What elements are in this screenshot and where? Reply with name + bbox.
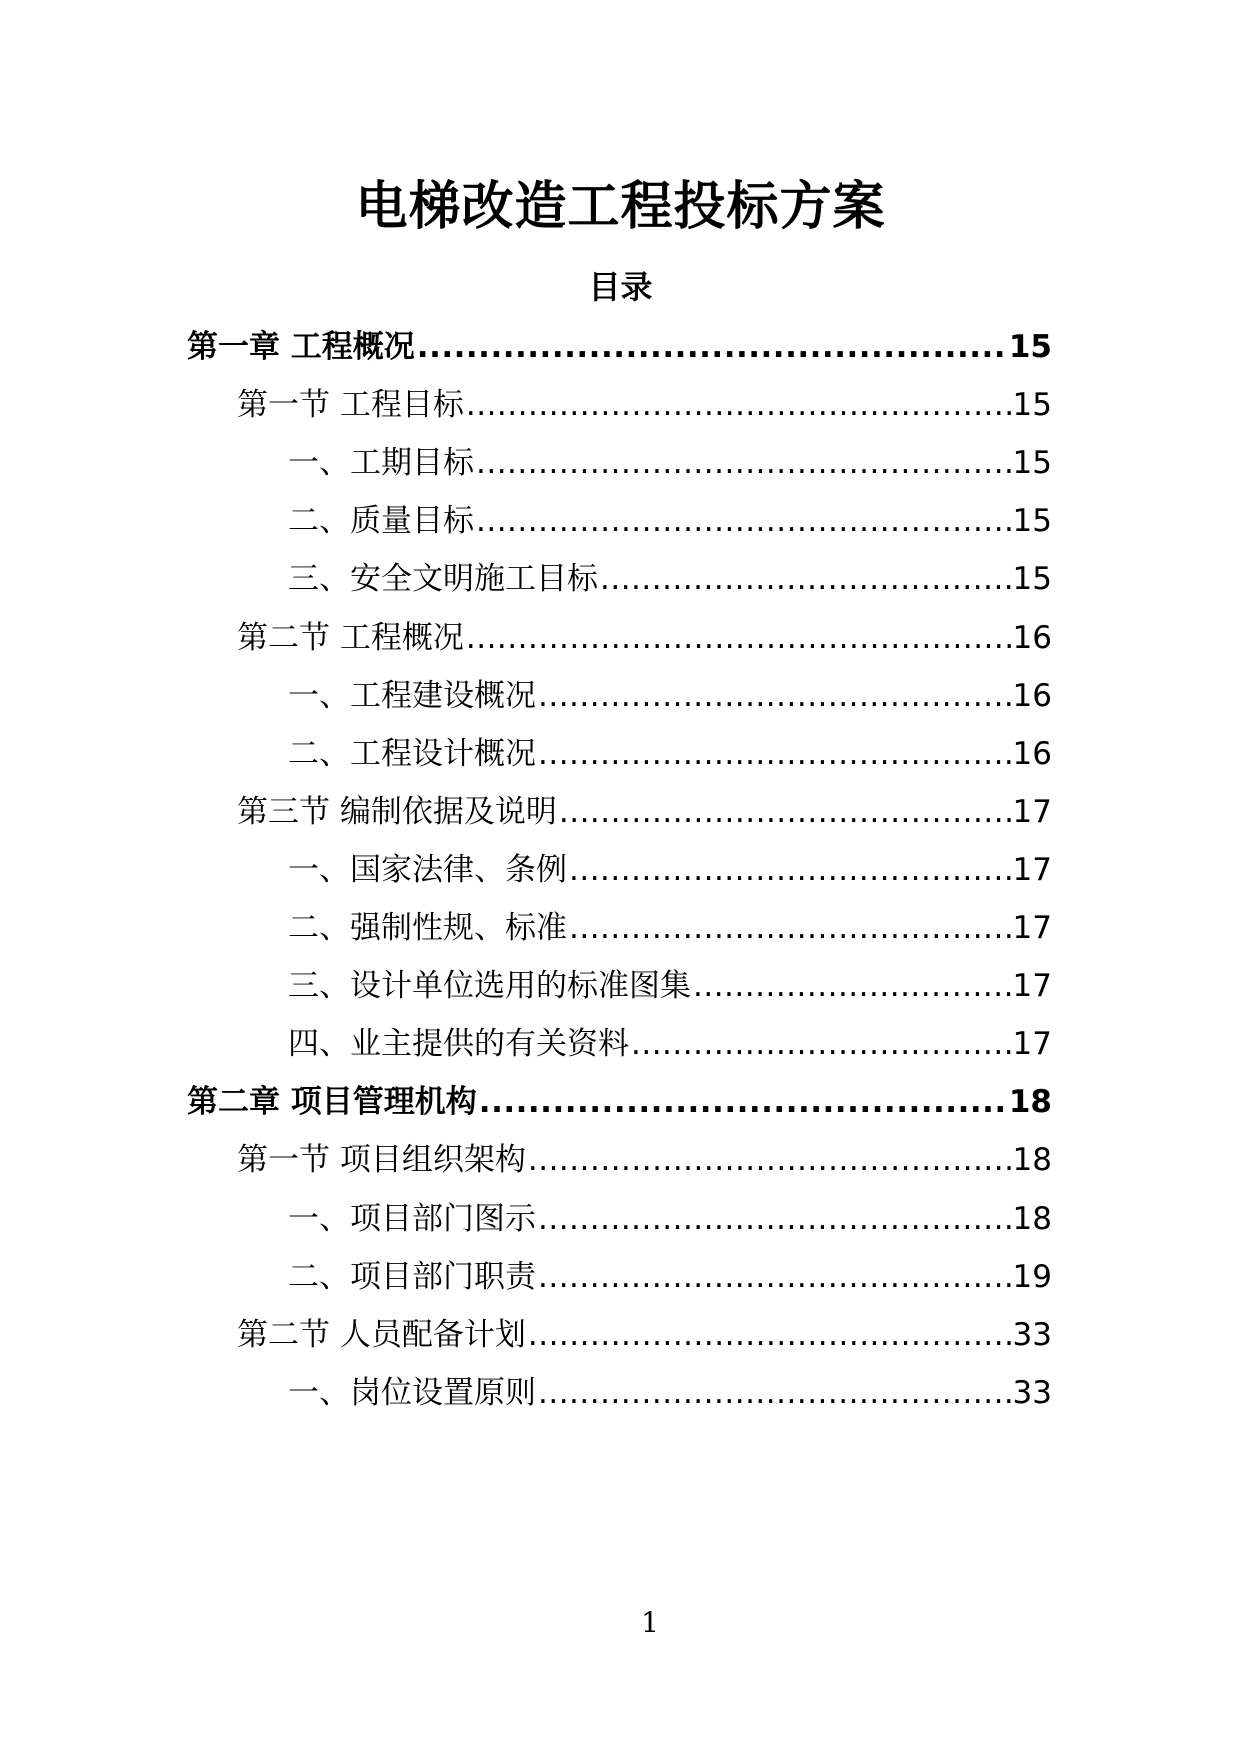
toc-entry-label: 二、工程设计概况 <box>288 735 536 772</box>
page-number: 1 <box>641 1606 659 1639</box>
toc-dot-leader <box>479 1078 1007 1126</box>
toc-entry[interactable] <box>288 846 1052 894</box>
toc-entry-label: 第二节 工程概况 <box>237 619 464 656</box>
toc-entry-label: 第二节 人员配备计划 <box>237 1316 526 1353</box>
toc-dot-leader <box>476 439 1011 487</box>
toc-entry-label: 三、安全文明施工目标 <box>288 561 598 598</box>
toc-entry-page: 16 <box>1012 735 1052 772</box>
toc-entry-page: 18 <box>1012 1142 1052 1179</box>
toc-entry-label: 一、工期目标 <box>288 445 474 482</box>
toc-dot-leader <box>693 962 1011 1010</box>
toc-entry-page: 33 <box>1012 1374 1052 1411</box>
toc-entry-page: 17 <box>1012 1026 1052 1063</box>
toc-entry-page: 17 <box>1012 851 1052 888</box>
toc-dot-leader <box>466 614 1011 662</box>
toc-dot-leader <box>538 1253 1011 1301</box>
document-title: 电梯改造工程投标方案 <box>355 177 886 237</box>
toc-entry[interactable] <box>237 1136 1052 1184</box>
toc-dot-leader <box>559 788 1011 836</box>
toc-entry[interactable] <box>187 323 1052 371</box>
toc-entry-label: 第二章 项目管理机构 <box>187 1084 477 1121</box>
toc-dot-leader <box>569 904 1011 952</box>
toc-entry[interactable] <box>288 555 1052 603</box>
toc-entry-page: 33 <box>1012 1316 1052 1353</box>
toc-dot-leader <box>631 1020 1011 1068</box>
toc-entry-page: 15 <box>1012 561 1052 598</box>
toc-dot-leader <box>417 323 1007 371</box>
toc-entry[interactable] <box>288 904 1052 952</box>
toc-dot-leader <box>538 672 1011 720</box>
toc-dot-leader <box>528 1311 1011 1359</box>
toc-entry[interactable] <box>288 1195 1052 1243</box>
toc-entry[interactable] <box>288 1253 1052 1301</box>
toc-dot-leader <box>538 1195 1011 1243</box>
toc-dot-leader <box>466 381 1011 429</box>
toc-entry[interactable] <box>237 1311 1052 1359</box>
toc-entry[interactable] <box>288 962 1052 1010</box>
toc-entry-label: 二、质量目标 <box>288 503 474 540</box>
toc-entry[interactable] <box>237 381 1052 429</box>
toc-entry-label: 三、设计单位选用的标准图集 <box>288 968 691 1005</box>
toc-entry-label: 二、强制性规、标准 <box>288 910 567 946</box>
toc-entry-page: 16 <box>1012 619 1052 656</box>
toc-dot-leader <box>538 1369 1011 1417</box>
toc-entry-page: 19 <box>1012 1258 1052 1295</box>
toc-entry[interactable] <box>288 439 1052 487</box>
toc-entry-label: 第三节 编制依据及说明 <box>237 793 557 830</box>
toc-entry-label: 四、业主提供的有关资料 <box>288 1026 629 1063</box>
toc-entry-page: 15 <box>1008 329 1052 365</box>
toc-entry-label: 一、项目部门图示 <box>288 1200 536 1237</box>
toc-heading: 目录 <box>588 268 653 306</box>
toc-entry[interactable] <box>288 1020 1052 1068</box>
toc-entry[interactable] <box>288 1369 1052 1417</box>
toc-dot-leader <box>600 555 1011 603</box>
toc-entry-label: 一、工程建设概况 <box>288 677 536 714</box>
toc-entry-page: 17 <box>1012 793 1052 830</box>
toc-entry-page: 17 <box>1012 968 1052 1005</box>
toc-entry-page: 16 <box>1012 677 1052 714</box>
toc-dot-leader <box>476 497 1011 545</box>
toc-entry-page: 17 <box>1012 910 1052 946</box>
toc-entry-page: 18 <box>1008 1084 1052 1121</box>
toc-entry-page: 15 <box>1012 503 1052 540</box>
toc-dot-leader <box>528 1136 1011 1184</box>
toc-entry-page: 15 <box>1012 445 1052 482</box>
toc-entry-label: 第一节 项目组织架构 <box>237 1142 526 1179</box>
toc-entry[interactable] <box>288 672 1052 720</box>
toc-dot-leader <box>569 846 1011 894</box>
toc-entry[interactable] <box>237 788 1052 836</box>
toc-entry[interactable] <box>288 497 1052 545</box>
toc-dot-leader <box>538 730 1011 778</box>
toc-entry[interactable] <box>187 1078 1052 1126</box>
toc-entry-label: 一、岗位设置原则 <box>288 1374 536 1411</box>
toc-entry-page: 18 <box>1012 1200 1052 1237</box>
toc-entry[interactable] <box>288 730 1052 778</box>
toc-entry-label: 一、国家法律、条例 <box>288 851 567 888</box>
toc-entry-label: 第一节 工程目标 <box>237 387 464 424</box>
toc-entry-page: 15 <box>1012 387 1052 424</box>
toc-entry[interactable] <box>237 614 1052 662</box>
toc-entry-label: 第一章 工程概况 <box>187 329 415 365</box>
toc-entry-label: 二、项目部门职责 <box>288 1258 536 1295</box>
